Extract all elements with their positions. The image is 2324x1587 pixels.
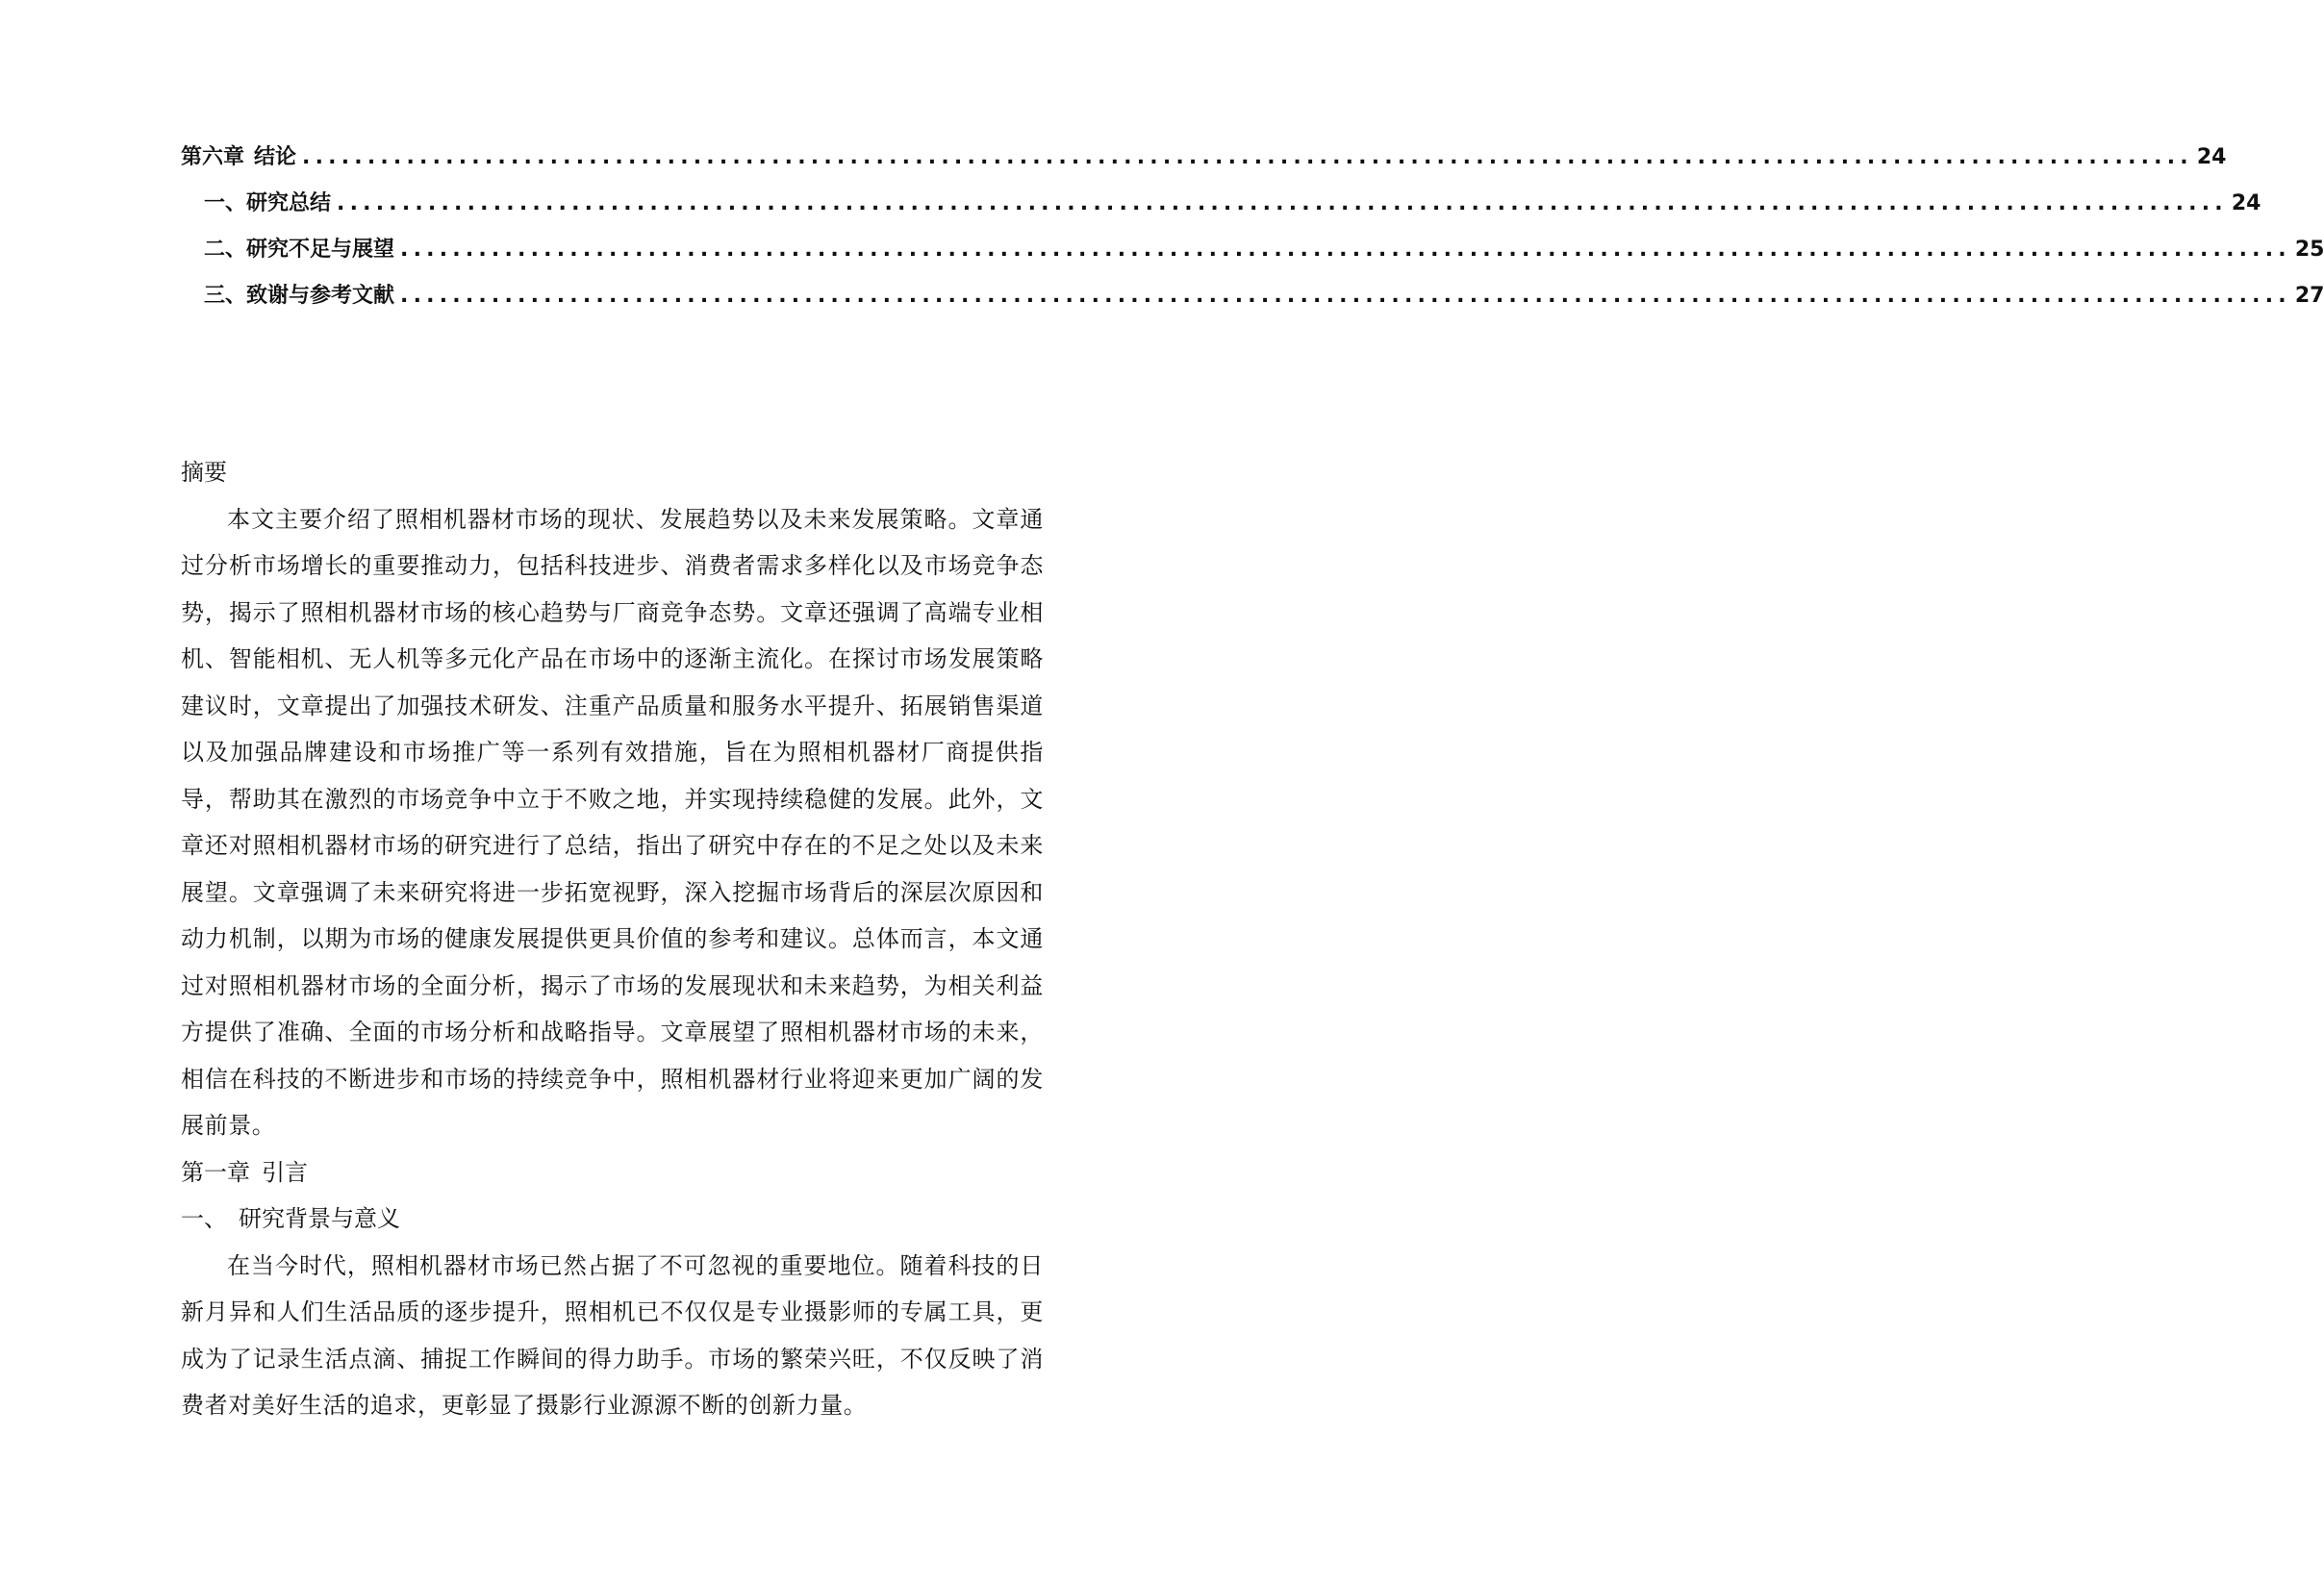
abstract-paragraph: 本文主要介绍了照相机器材市场的现状、发展趋势以及未来发展策略。文章通过分析市场增长的重要推动力，包括科技进步、消费者需求多样化以及市场竞争态势，揭示了照相机器材市场的核心趋势与厂商竞争态势。文章还强调了高端专业相机、智能相机、无人机等多元化产品在市场中的逐渐主流化。在探讨市场发展策略建议时，文章提出了加强技术研发、注重产品质量和服务水平提升、拓展销售渠道以及加强品牌建设和市场推广等一系列有效措施，旨在为照相机器材厂商提供指导，帮助其在激烈的市场竞争中立于不败之地，并实现持续稳健的发展。此外，文章还对照相机器材市场的研究进行了总结，指出了研究中存在的不足之处以及未来展望。文章强调了未来研究将进一步拓宽视野，深入挖掘市场背后的深层次原因和动力机制，以期为市场的健康发展提供更具价值的参考和建议。总体而言，本文通过对照相机器材市场的全面分析，揭示了市场的发展现状和未来趋势，为相关利益方提供了准确、全面的市场分析和战略指导。文章展望了照相机器材市场的未来，相信在科技的不断进步和市场的持续竞争中，照相机器材行业将迎来更加广阔的发展前景。 xyxy=(181,505,1044,1139)
toc-page-number: 27 xyxy=(2294,284,2324,308)
toc-section-number: 三、 xyxy=(204,284,247,308)
toc-section-number: 二、 xyxy=(204,238,247,262)
chapter-title: 引言 xyxy=(262,1158,308,1186)
toc-entry-section-1[interactable] xyxy=(181,187,2261,233)
toc-dot-leader: ................................................................................................................................................. xyxy=(302,145,2193,169)
toc-chapter-title: 结论 xyxy=(254,145,297,169)
toc-section-title: 致谢与参考文献 xyxy=(246,284,395,308)
toc-dot-leader: ................................................................................................................................................. xyxy=(400,238,2291,262)
toc-entry-chapter-6[interactable] xyxy=(181,140,2227,187)
toc-entry-section-2[interactable] xyxy=(181,233,2324,279)
toc-dot-leader: ................................................................................................................................................. xyxy=(400,284,2291,308)
document-body xyxy=(181,449,1044,1429)
section-title: 研究背景与意义 xyxy=(239,1205,400,1232)
section-number: 一、 xyxy=(181,1205,227,1232)
table-of-contents xyxy=(181,140,2324,325)
chapter-number: 第一章 xyxy=(181,1158,250,1186)
toc-page-number: 24 xyxy=(2196,145,2227,169)
abstract-heading: 摘要 xyxy=(181,459,227,486)
section-heading xyxy=(181,1196,1044,1243)
toc-dot-leader: ................................................................................................................................................. xyxy=(337,191,2228,215)
body-paragraph: 在当今时代，照相机器材市场已然占据了不可忽视的重要地位。随着科技的日新月异和人们生活品质的逐步提升，照相机已不仅仅是专业摄影师的专属工具，更成为了记录生活点滴、捕捉工作瞬间的得力助手。市场的繁荣兴旺，不仅反映了消费者对美好生活的追求，更彰显了摄影行业源源不断的创新力量。 xyxy=(181,1251,1044,1419)
toc-section-title: 研究不足与展望 xyxy=(246,238,395,262)
toc-entry-section-3[interactable] xyxy=(181,279,2324,325)
toc-page-number: 25 xyxy=(2294,238,2324,262)
toc-section-title: 研究总结 xyxy=(246,191,332,215)
toc-page-number: 24 xyxy=(2231,191,2261,215)
toc-chapter-number: 第六章 xyxy=(181,145,245,169)
toc-section-number: 一、 xyxy=(204,191,247,215)
chapter-heading xyxy=(181,1149,1044,1197)
